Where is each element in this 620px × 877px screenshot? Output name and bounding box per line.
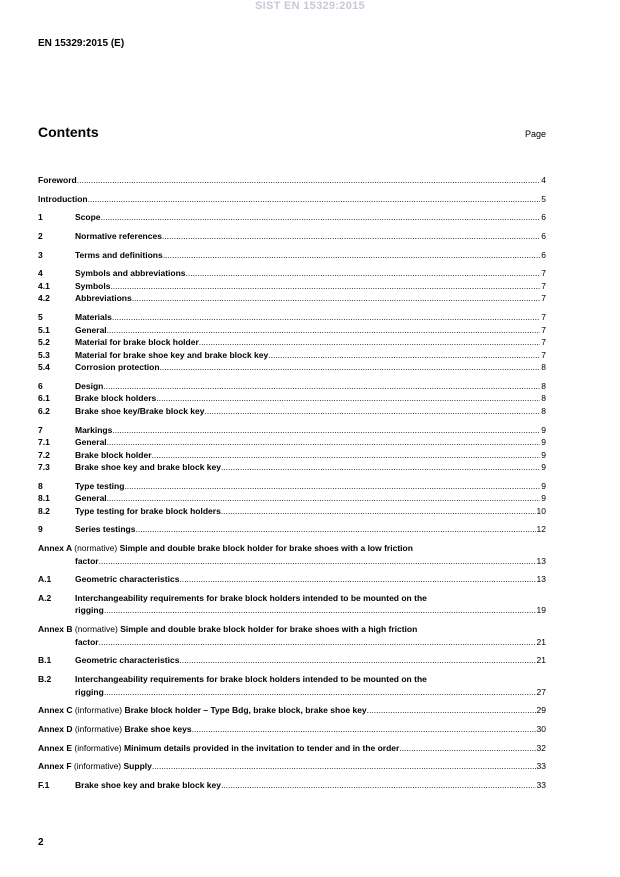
toc-page: 6 xyxy=(541,249,546,260)
toc-entry[interactable] xyxy=(38,461,546,474)
toc-title: Scope xyxy=(75,212,101,223)
toc-title-line1: Interchangeability requirements for brake block holders intended to be mounted on the xyxy=(75,592,427,603)
toc-page: 5 xyxy=(541,193,546,204)
toc-number: 4.1 xyxy=(38,280,50,291)
annex-kind: (normative) xyxy=(74,543,118,554)
annex-title: Brake block holder – Type Bdg, brake block, brake shoe key xyxy=(124,705,367,716)
toc-page: 33 xyxy=(536,779,546,790)
toc-entry[interactable] xyxy=(38,249,546,262)
annex-title: Minimum details provided in the invitation to tender and in the order xyxy=(124,742,400,753)
toc-number: 5.4 xyxy=(38,362,50,373)
annex-label: Annex D xyxy=(38,723,73,734)
toc-page: 6 xyxy=(541,231,546,242)
annex-label: Annex C xyxy=(38,705,73,716)
toc-page: 8 xyxy=(541,405,546,416)
toc-entry[interactable] xyxy=(38,267,546,280)
toc-entry[interactable] xyxy=(38,573,546,586)
toc-number: 6.1 xyxy=(38,393,50,404)
toc-entry[interactable] xyxy=(38,311,546,324)
toc-page: 21 xyxy=(536,636,546,647)
toc-page: 21 xyxy=(536,655,546,666)
toc-page: 9 xyxy=(541,424,546,435)
toc-entry[interactable] xyxy=(38,592,546,617)
toc-number: B.2 xyxy=(38,674,52,684)
toc-entry[interactable] xyxy=(38,523,546,536)
toc-number: 7.1 xyxy=(38,437,50,447)
toc-number: F.1 xyxy=(38,779,50,790)
toc-entry-annex-f[interactable] xyxy=(38,760,546,773)
toc-entry[interactable] xyxy=(38,380,546,393)
toc-title: Markings xyxy=(75,424,113,435)
toc-number: 8.2 xyxy=(38,505,50,516)
toc-number: A.1 xyxy=(38,574,52,585)
toc-entry-foreword[interactable] xyxy=(38,174,546,187)
toc-title: Introduction xyxy=(38,193,88,204)
toc-page: 7 xyxy=(541,280,546,291)
toc-title: Brake shoe key and brake block key xyxy=(75,462,221,472)
toc-entry[interactable] xyxy=(38,492,546,505)
toc-page: 10 xyxy=(536,505,546,516)
toc-title: Terms and definitions xyxy=(75,249,163,260)
toc-entry[interactable] xyxy=(38,349,546,362)
toc-number: 2 xyxy=(38,231,43,242)
annex-kind: (informative) xyxy=(74,723,123,734)
toc-page: 12 xyxy=(536,524,546,535)
toc-title-line1: Interchangeability requirements for brake block holders intended to be mounted on the xyxy=(75,674,427,684)
toc-page: 4 xyxy=(541,175,546,185)
toc-entry[interactable] xyxy=(38,292,546,305)
annex-label: Annex B xyxy=(38,624,73,635)
page-column-label: Page xyxy=(524,129,546,139)
toc-page: 8 xyxy=(541,380,546,391)
toc-entry[interactable] xyxy=(38,436,546,449)
toc-title: Geometric characteristics xyxy=(75,655,180,666)
toc-title: Corrosion protection xyxy=(75,362,160,373)
document-id: EN 15329:2015 (E) xyxy=(38,38,125,49)
toc-page: 7 xyxy=(541,312,546,323)
toc-page: 32 xyxy=(536,742,546,753)
toc-number: 7.2 xyxy=(38,449,50,460)
toc-number: 5 xyxy=(38,312,43,323)
annex-label: Annex A xyxy=(38,543,72,554)
table-of-contents xyxy=(38,174,546,791)
toc-title: Material for brake block holder xyxy=(75,337,199,348)
toc-number: A.2 xyxy=(38,592,52,603)
toc-entry[interactable] xyxy=(38,505,546,518)
toc-title: Material for brake shoe key and brake block key xyxy=(75,349,269,360)
annex-title: Supply xyxy=(123,761,152,772)
toc-page: 9 xyxy=(541,493,546,504)
toc-title: Type testing xyxy=(75,480,125,491)
toc-number: 8 xyxy=(38,480,43,491)
toc-number: 1 xyxy=(38,212,43,223)
toc-title: Brake shoe key/Brake block key xyxy=(75,405,205,416)
toc-title: Materials xyxy=(75,312,112,323)
toc-title: Geometric characteristics xyxy=(75,574,180,585)
toc-page: 9 xyxy=(541,437,546,447)
toc-page: 8 xyxy=(541,393,546,404)
toc-title: Normative references xyxy=(75,231,162,242)
annex-title-line2: factor xyxy=(75,555,99,566)
toc-title: General xyxy=(75,324,107,335)
toc-entry[interactable] xyxy=(38,654,546,667)
annex-kind: (informative) xyxy=(74,742,122,753)
toc-title: General xyxy=(75,493,107,504)
toc-entry[interactable] xyxy=(38,449,546,462)
toc-page: 13 xyxy=(536,574,546,585)
toc-page: 9 xyxy=(541,480,546,491)
annex-kind: (informative) xyxy=(74,705,123,716)
annex-title-line2: factor xyxy=(75,636,99,647)
toc-number: 8.1 xyxy=(38,493,50,504)
toc-entry[interactable] xyxy=(38,424,546,437)
toc-title: General xyxy=(75,437,107,447)
toc-entry[interactable] xyxy=(38,280,546,293)
toc-page: 19 xyxy=(536,605,546,616)
toc-title: Symbols and abbreviations xyxy=(75,268,186,279)
page-number: 2 xyxy=(38,837,44,848)
toc-title: Brake block holder xyxy=(75,449,152,460)
annex-title-line1: Simple and double brake block holder for brake shoes with a high friction xyxy=(120,624,418,635)
toc-page: 30 xyxy=(536,723,546,734)
toc-number: 4.2 xyxy=(38,293,50,304)
toc-entry-annex-e[interactable] xyxy=(38,742,546,755)
toc-number: 9 xyxy=(38,524,43,535)
toc-page: 9 xyxy=(541,462,546,472)
toc-entry-annex-d[interactable] xyxy=(38,723,546,736)
toc-title: Design xyxy=(75,380,104,391)
toc-entry[interactable] xyxy=(38,361,546,374)
toc-title: Brake shoe key and brake block key xyxy=(75,779,221,790)
toc-title: Brake block holders xyxy=(75,393,157,404)
toc-number: 7 xyxy=(38,424,43,435)
toc-entry[interactable] xyxy=(38,779,546,792)
annex-kind: (informative) xyxy=(73,761,122,772)
toc-page: 9 xyxy=(541,449,546,460)
toc-title: Series testings xyxy=(75,524,136,535)
toc-number: 4 xyxy=(38,268,43,279)
toc-page: 7 xyxy=(541,349,546,360)
toc-page: 7 xyxy=(541,324,546,335)
toc-page: 7 xyxy=(541,268,546,279)
toc-page: 29 xyxy=(536,705,546,716)
toc-number: 3 xyxy=(38,249,43,260)
toc-entry-annex-b[interactable] xyxy=(38,623,546,648)
toc-title: Abbreviations xyxy=(75,293,132,304)
toc-entry[interactable] xyxy=(38,392,546,405)
toc-entry[interactable] xyxy=(38,324,546,337)
toc-entry[interactable] xyxy=(38,211,546,224)
toc-number: B.1 xyxy=(38,655,52,666)
toc-entry[interactable] xyxy=(38,336,546,349)
toc-entry[interactable] xyxy=(38,405,546,418)
annex-title-line1: Simple and double brake block holder for brake shoes with a low friction xyxy=(119,543,413,554)
toc-number: 5.3 xyxy=(38,349,50,360)
toc-number: 5.2 xyxy=(38,337,50,348)
page-title: Contents xyxy=(38,124,99,140)
toc-number: 7.3 xyxy=(38,462,50,472)
toc-title: Type testing for brake block holders xyxy=(75,505,221,516)
toc-entry[interactable] xyxy=(38,230,546,243)
toc-title: Symbols xyxy=(75,280,111,291)
toc-page: 8 xyxy=(541,362,546,373)
annex-label: Annex F xyxy=(38,761,72,772)
annex-kind: (normative) xyxy=(74,624,118,635)
toc-entry[interactable] xyxy=(38,480,546,493)
toc-entry-annex-a[interactable] xyxy=(38,542,546,567)
toc-page: 6 xyxy=(541,212,546,223)
toc-entry-introduction[interactable] xyxy=(38,193,546,206)
toc-page: 7 xyxy=(541,293,546,304)
toc-entry-annex-c[interactable] xyxy=(38,704,546,717)
toc-page: 33 xyxy=(536,761,546,772)
toc-page: 13 xyxy=(536,555,546,566)
toc-page: 7 xyxy=(541,337,546,348)
annex-title: Brake shoe keys xyxy=(124,723,192,734)
toc-number: 6 xyxy=(38,380,43,391)
toc-title-line2: rigging xyxy=(75,605,104,616)
toc-number: 6.2 xyxy=(38,405,50,416)
watermark: SIST EN 15329:2015 xyxy=(255,0,365,12)
toc-number: 5.1 xyxy=(38,324,50,335)
toc-page: 27 xyxy=(536,686,546,697)
toc-title: Foreword xyxy=(38,175,77,185)
annex-label: Annex E xyxy=(38,742,73,753)
toc-title-line2: rigging xyxy=(75,686,104,697)
toc-entry[interactable] xyxy=(38,673,546,698)
